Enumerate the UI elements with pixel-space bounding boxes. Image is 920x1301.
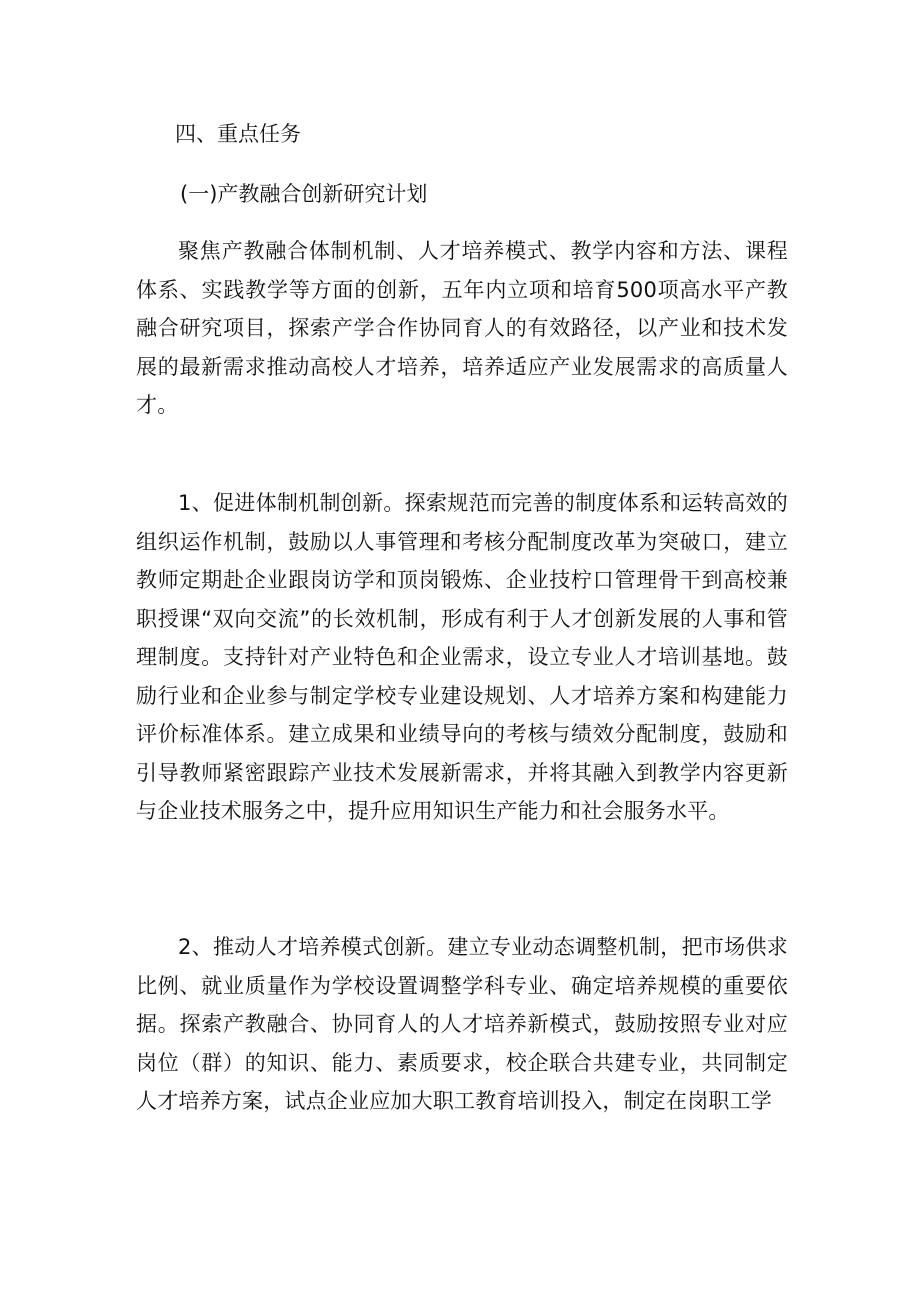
- paragraph-intro: 聚焦产教融合体制机制、人才培养模式、教学内容和方法、课程体系、实践教学等方面的创新，五年内立项和培育500项高水平产教融合研究项目，探索产学合作协同育人的有效路径，以产业和技术发展的最新需求推动高校人才培养，培养适应产业发展需求的高质量人才。: [136, 239, 788, 417]
- paragraph-training-model-innovation: 2、推动人才培养模式创新。建立专业动态调整机制，把市场供求比例、就业质量作为学校设置调整学科专业、确定培养规模的重要依据。探索产教融合、协同育人的人才培养新模式，鼓励按照专业对应岗位（群）的知识、能力、素质要求，校企联合共建专业，共同制定人才培养方案，试点企业应加大职工教育培训投入，制定在岗职工学: [136, 935, 788, 1113]
- section-heading: 四、重点任务: [175, 122, 301, 146]
- subsection-heading: (一)产教融合创新研究计划: [180, 182, 428, 206]
- paragraph-institutional-innovation: 1、促进体制机制创新。探索规范而完善的制度体系和运转高效的组织运作机制，鼓励以人事管理和考核分配制度改革为突破口，建立教师定期赴企业跟岗访学和顶岗锻炼、企业技柠口管理骨干到高校兼职授课“双向交流”的长效机制，形成有利于人才创新发展的人事和管理制度。支持针对产业特色和企业需求，设立专业人才培训基地。鼓励行业和企业参与制定学校专业建设规划、人才培养方案和构建能力评价标准体系。建立成果和业绩导向的考核与绩效分配制度，鼓励和引导教师紧密跟踪产业技术发展新需求，并将其融入到教学内容更新与企业技术服务之中，提升应用知识生产能力和社会服务水平。: [136, 491, 788, 823]
